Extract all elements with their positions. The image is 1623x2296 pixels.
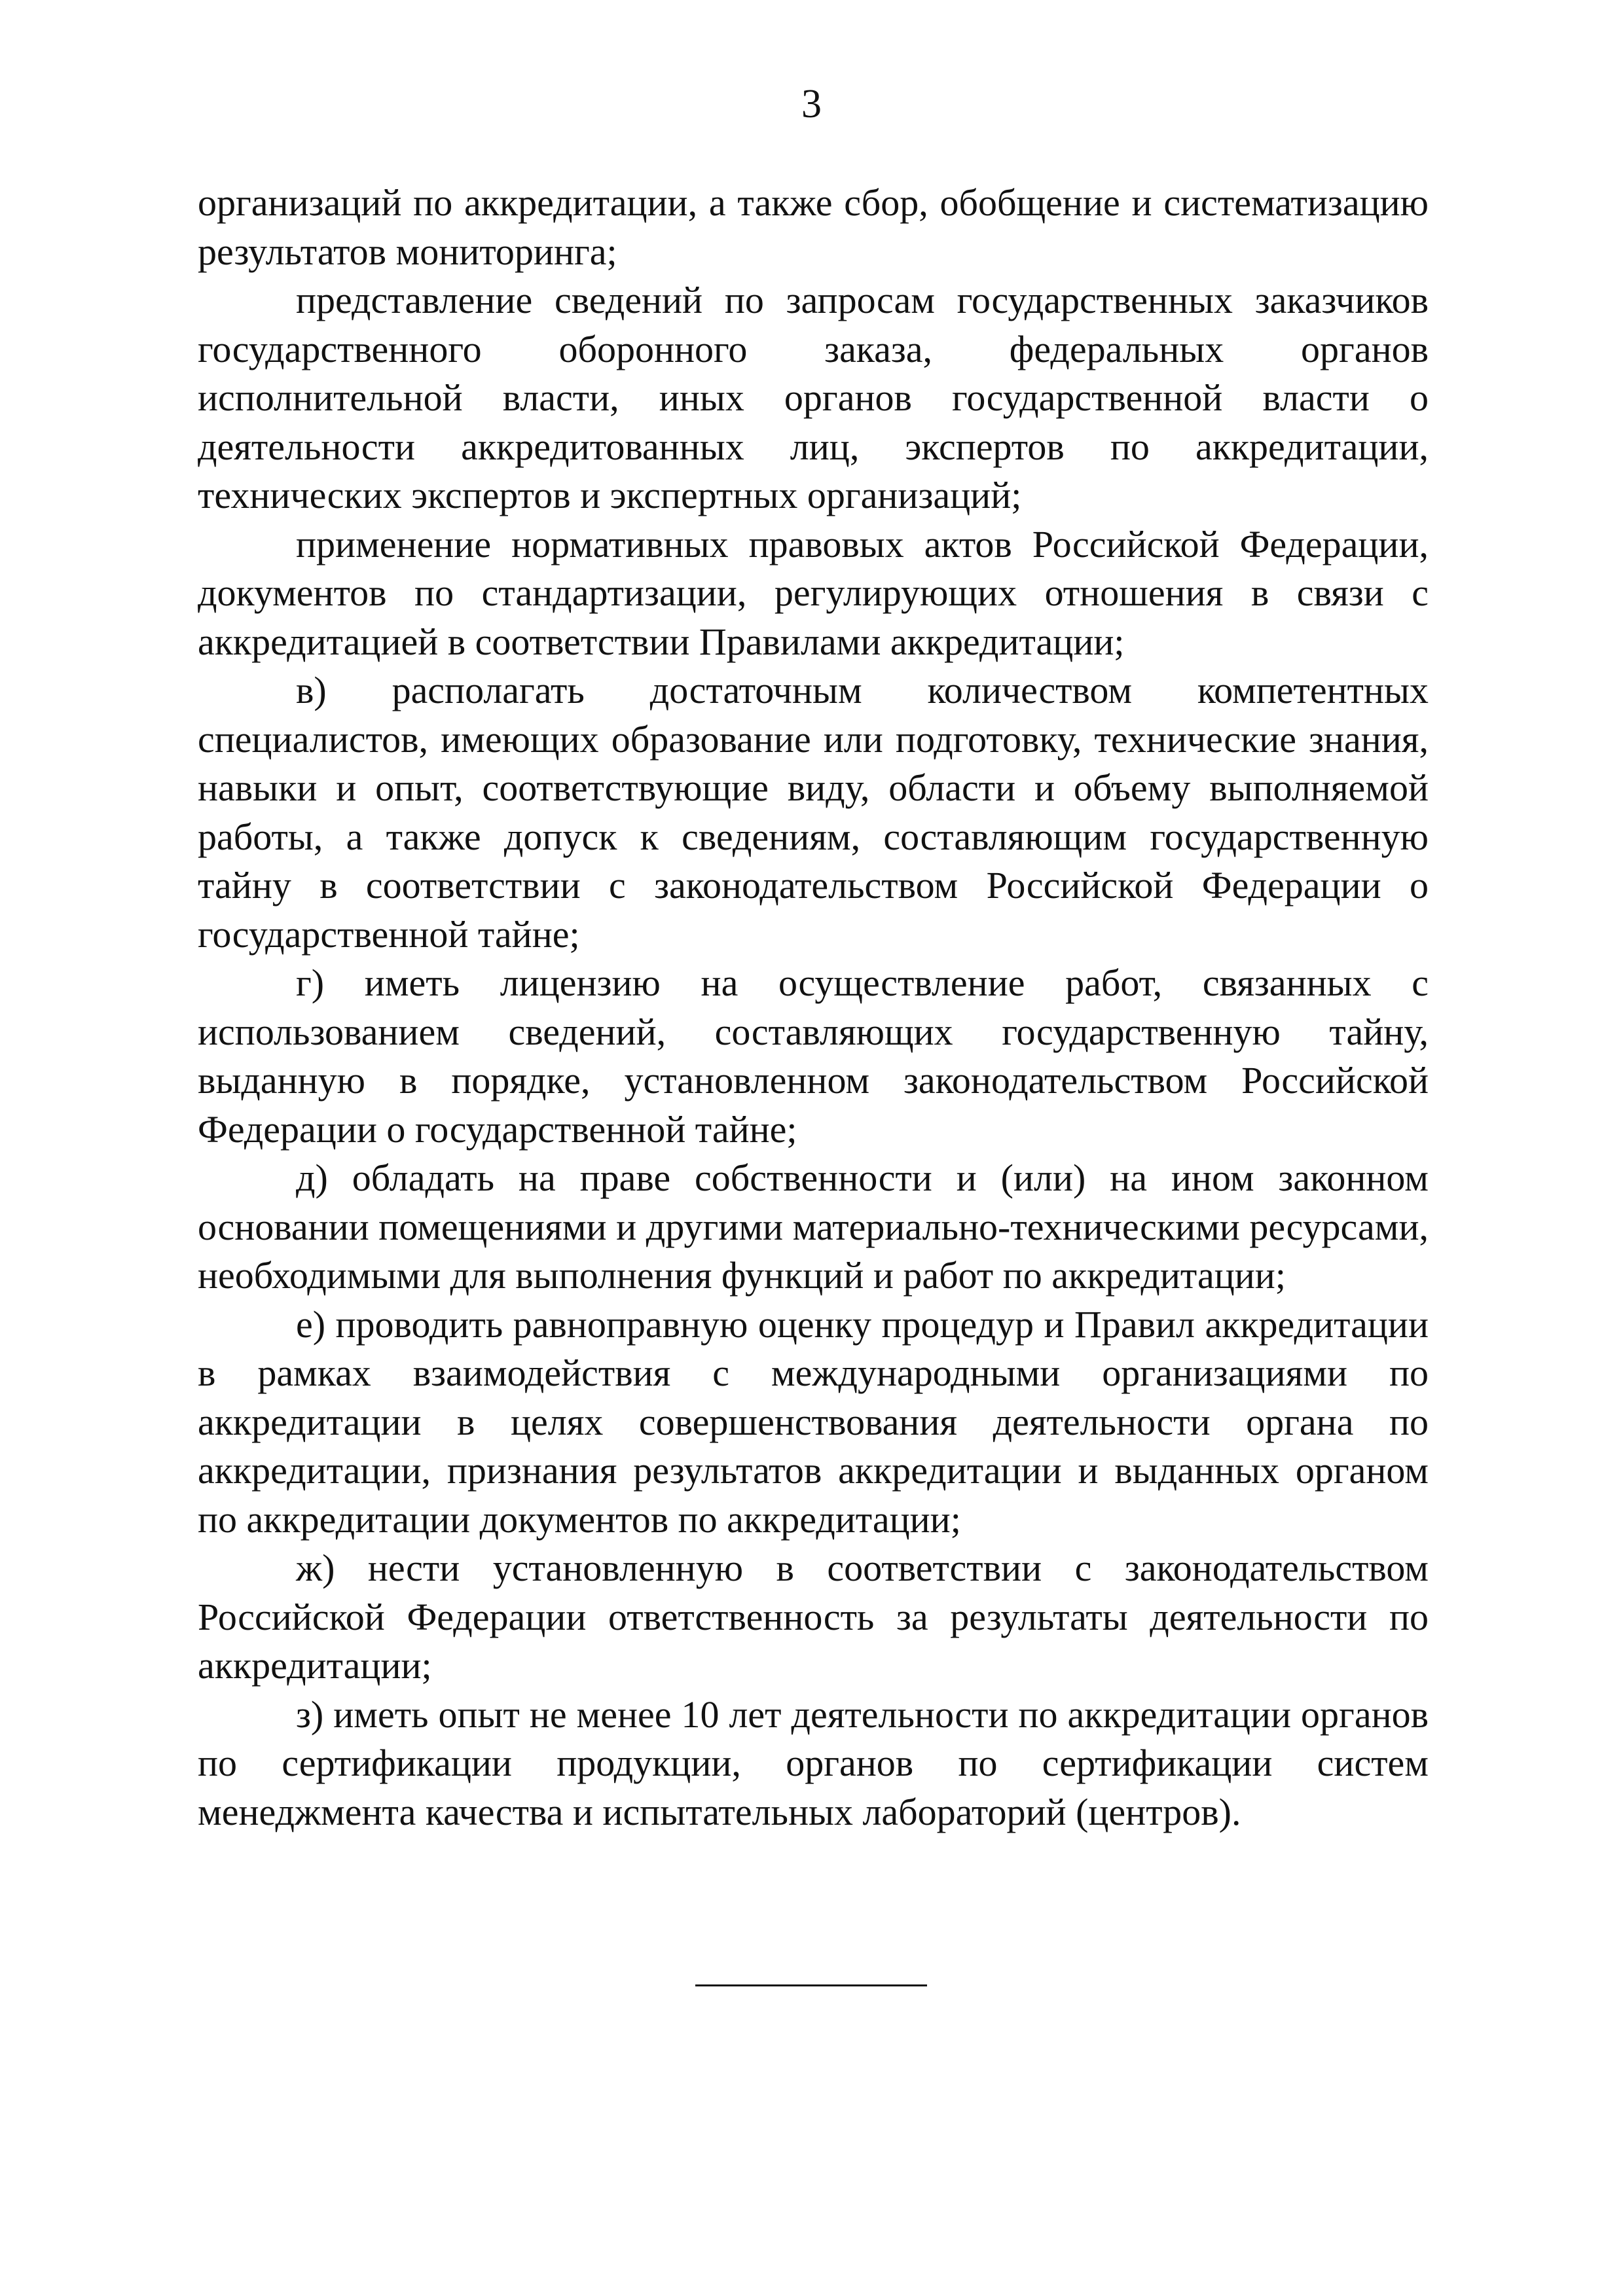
paragraph-item-d: д) обладать на праве собственности и (или) на ином законном основании помещениями и другими материально-техническими ресурсами, необходимыми для выполнения функций и работ по аккредитации; bbox=[198, 1157, 1429, 1297]
paragraph-normative-acts: применение нормативных правовых актов Российской Федерации, документов по стандартизации, регулирующих отношения в связи с аккредитацией в соответствии Правилами аккредитации; bbox=[198, 522, 1429, 663]
paragraph-information-provision: представление сведений по запросам государственных заказчиков государственного оборонного заказа, федеральных органов исполнительной власти, иных органов государственной власти о деятельности аккредитованных лиц, экспертов по аккредитации, технических экспертов и экспертных организаций; bbox=[198, 279, 1429, 516]
paragraph-item-g: г) иметь лицензию на осуществление работ, связанных с использованием сведений, составляющих государственную тайну, выданную в порядке, установленном законодательством Российской Федерации о государственной тайне; bbox=[198, 961, 1429, 1151]
paragraph-item-e: е) проводить равноправную оценку процедур и Правил аккредитации в рамках взаимодействия с международными организациями по аккредитации в целях совершенствования деятельности органа по аккредитации, признания результатов аккредитации и выданных органом по аккредитации документов по аккредитации; bbox=[198, 1302, 1429, 1541]
paragraph-item-v: в) располагать достаточным количеством компетентных специалистов, имеющих образование или подготовку, технические знания, навыки и опыт, соответствующие виду, области и объему выполняемой работы, а также допуск к сведениям, составляющим государственную тайну в соответствии с законодательством Российской Федерации о государственной тайне; bbox=[198, 669, 1429, 956]
paragraph-continuation: организаций по аккредитации, а также сбор, обобщение и систематизацию результатов мониторинга; bbox=[198, 181, 1429, 273]
end-of-document-rule bbox=[695, 1984, 927, 1986]
document-body bbox=[198, 179, 1429, 1837]
paragraph-item-zh: ж) нести установленную в соответствии с законодательством Российской Федерации ответственность за результаты деятельности по аккредитации; bbox=[198, 1547, 1429, 1687]
page-number: 3 bbox=[801, 82, 822, 126]
paragraph-item-z: з) иметь опыт не менее 10 лет деятельности по аккредитации органов по сертификации продукции, органов по сертификации систем менеджмента качества и испытательных лабораторий (центров). bbox=[198, 1693, 1429, 1833]
